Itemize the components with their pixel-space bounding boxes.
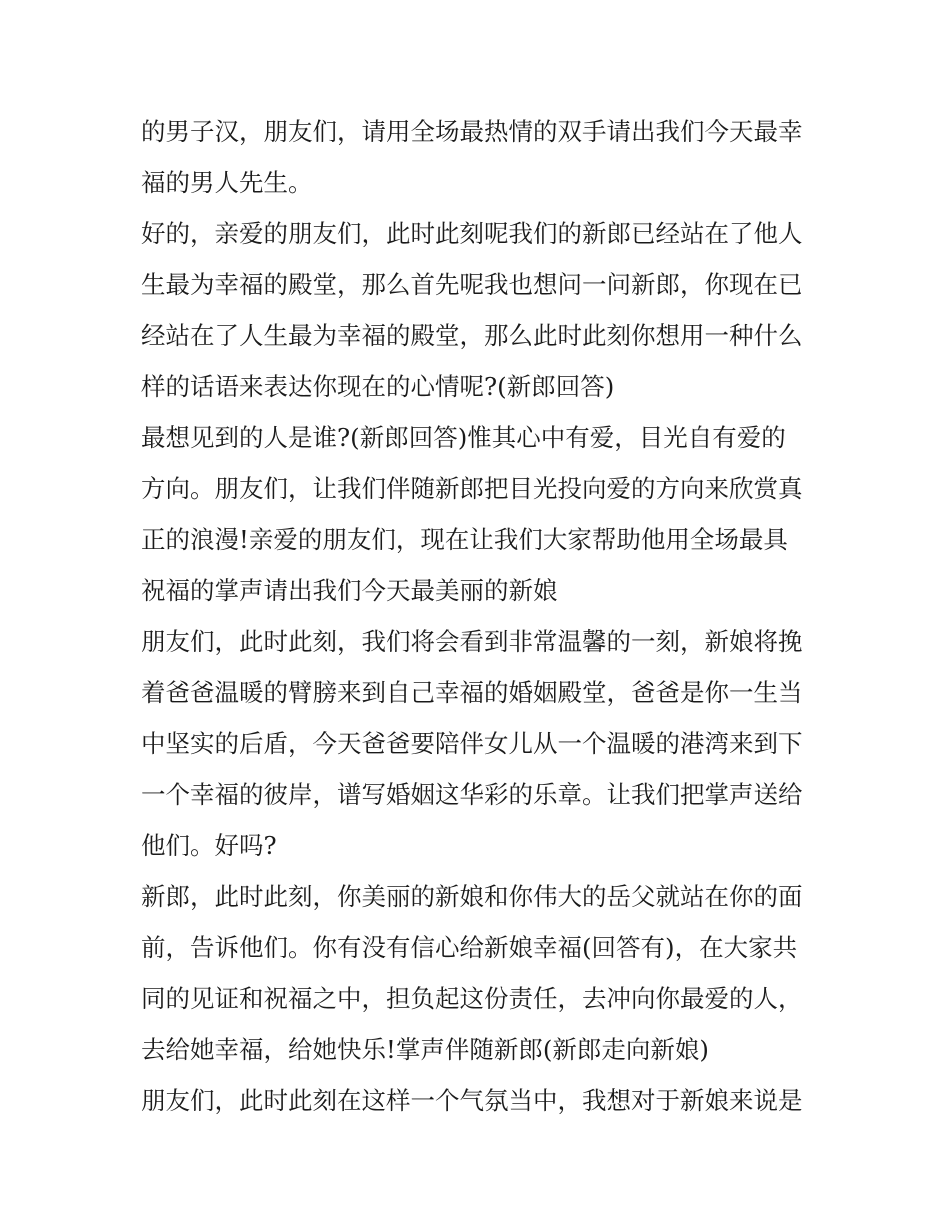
document-body — [141, 106, 813, 1126]
text-line: 福的男人先生。 — [141, 168, 313, 197]
text-line: 去给她幸福，给她快乐!掌声伴随新郎(新郎走向新娘) — [141, 1035, 709, 1064]
text-line: 一个幸福的彼岸，谱写婚姻这华彩的乐章。让我们把掌声送给 — [141, 780, 803, 809]
text-line: 前，告诉他们。你有没有信心给新娘幸福(回答有)，在大家共 — [141, 933, 798, 962]
text-line: 的男子汉，朋友们，请用全场最热情的双手请出我们今天最幸 — [141, 117, 803, 146]
text-line: 同的见证和祝福之中，担负起这份责任，去冲向你最爱的人， — [141, 984, 803, 1013]
text-line: 祝福的掌声请出我们今天最美丽的新娘 — [141, 576, 558, 605]
text-line: 朋友们，此时此刻在这样一个气氛当中，我想对于新娘来说是 — [141, 1086, 803, 1115]
text-line: 朋友们，此时此刻，我们将会看到非常温馨的一刻，新娘将挽 — [141, 627, 803, 656]
text-line: 正的浪漫!亲爱的朋友们，现在让我们大家帮助他用全场最具 — [141, 525, 788, 554]
text-line: 方向。朋友们，让我们伴随新郎把目光投向爱的方向来欣赏真 — [141, 474, 803, 503]
text-line: 中坚实的后盾，今天爸爸要陪伴女儿从一个温暖的港湾来到下 — [141, 729, 803, 758]
text-line: 新郎，此时此刻，你美丽的新娘和你伟大的岳父就站在你的面 — [141, 882, 803, 911]
text-line: 最想见到的人是谁?(新郎回答)惟其心中有爱，目光自有爱的 — [141, 423, 786, 452]
text-line: 生最为幸福的殿堂，那么首先呢我也想问一问新郎，你现在已 — [141, 270, 803, 299]
text-line: 样的话语来表达你现在的心情呢?(新郎回答) — [141, 372, 615, 401]
text-line: 他们。好吗? — [141, 831, 277, 860]
text-line: 着爸爸温暖的臂膀来到自己幸福的婚姻殿堂，爸爸是你一生当 — [141, 678, 803, 707]
text-line: 好的，亲爱的朋友们，此时此刻呢我们的新郎已经站在了他人 — [141, 219, 803, 248]
text-line: 经站在了人生最为幸福的殿堂，那么此时此刻你想用一种什么 — [141, 321, 803, 350]
